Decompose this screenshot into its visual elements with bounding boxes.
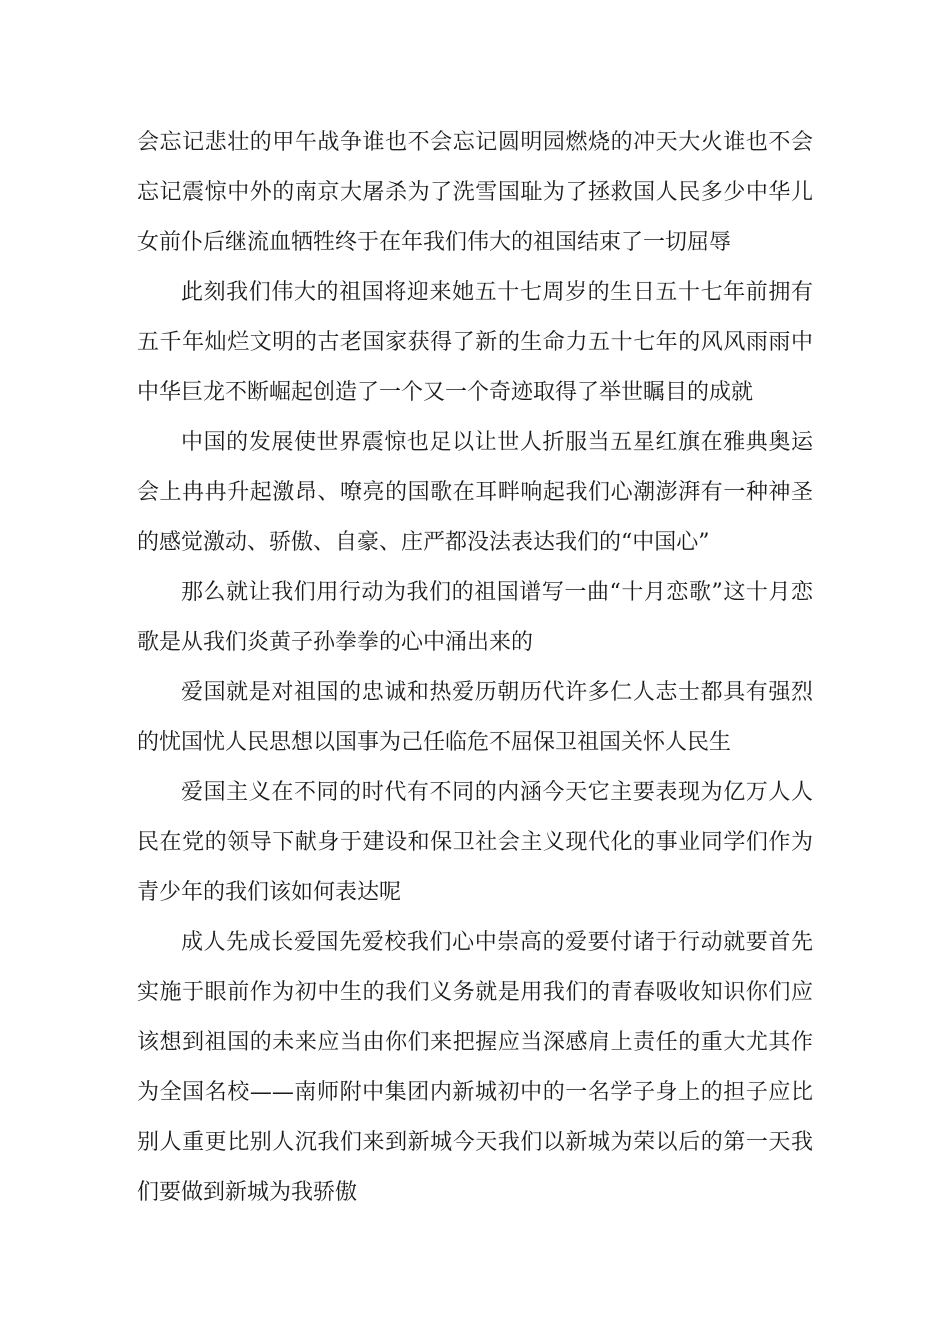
paragraph-patriotism-era: 爱国主义在不同的时代有不同的内涵今天它主要表现为亿万人人民在党的领导下献身于建设和保卫社会主义现代化的事业同学们作为青少年的我们该如何表达呢	[137, 780, 813, 905]
document-body	[137, 118, 813, 1218]
paragraph-patriotism-loyalty: 爱国就是对祖国的忠诚和热爱历朝历代许多仁人志士都具有强烈的忧国忧人民思想以国事为己任临危不屈保卫祖国关怀人民生	[137, 680, 813, 755]
paragraph-continuation: 会忘记悲壮的甲午战争谁也不会忘记圆明园燃烧的冲天大火谁也不会忘记震惊中外的南京大屠杀为了洗雪国耻为了拯救国人民多少中华儿女前仆后继流血牺牲终于在年我们伟大的祖国结束了一切屈辱	[137, 130, 813, 255]
paragraph-birthday: 此刻我们伟大的祖国将迎来她五十七周岁的生日五十七年前拥有五千年灿烂文明的古老国家获得了新的生命力五十七年的风风雨雨中中华巨龙不断崛起创造了一个又一个奇迹取得了举世瞩目的成就	[137, 280, 813, 405]
paragraph-development: 中国的发展使世界震惊也足以让世人折服当五星红旗在雅典奥运会上冉冉升起激昂、嘹亮的国歌在耳畔响起我们心潮澎湃有一种神圣的感觉激动、骄傲、自豪、庄严都没法表达我们的“中国心”	[137, 430, 813, 555]
paragraph-october-song: 那么就让我们用行动为我们的祖国谱写一曲“十月恋歌”这十月恋歌是从我们炎黄子孙拳拳的心中涌出来的	[137, 580, 813, 655]
paragraph-school-pride: 成人先成长爱国先爱校我们心中崇高的爱要付诸于行动就要首先实施于眼前作为初中生的我们义务就是用我们的青春吸收知识你们应该想到祖国的未来应当由你们来把握应当深感肩上责任的重大尤其作为全国名校——南师附中集团内新城初中的一名学子身上的担子应比别人重更比别人沉我们来到新城今天我们以新城为荣以后的第一天我们要做到新城为我骄傲	[137, 930, 813, 1205]
